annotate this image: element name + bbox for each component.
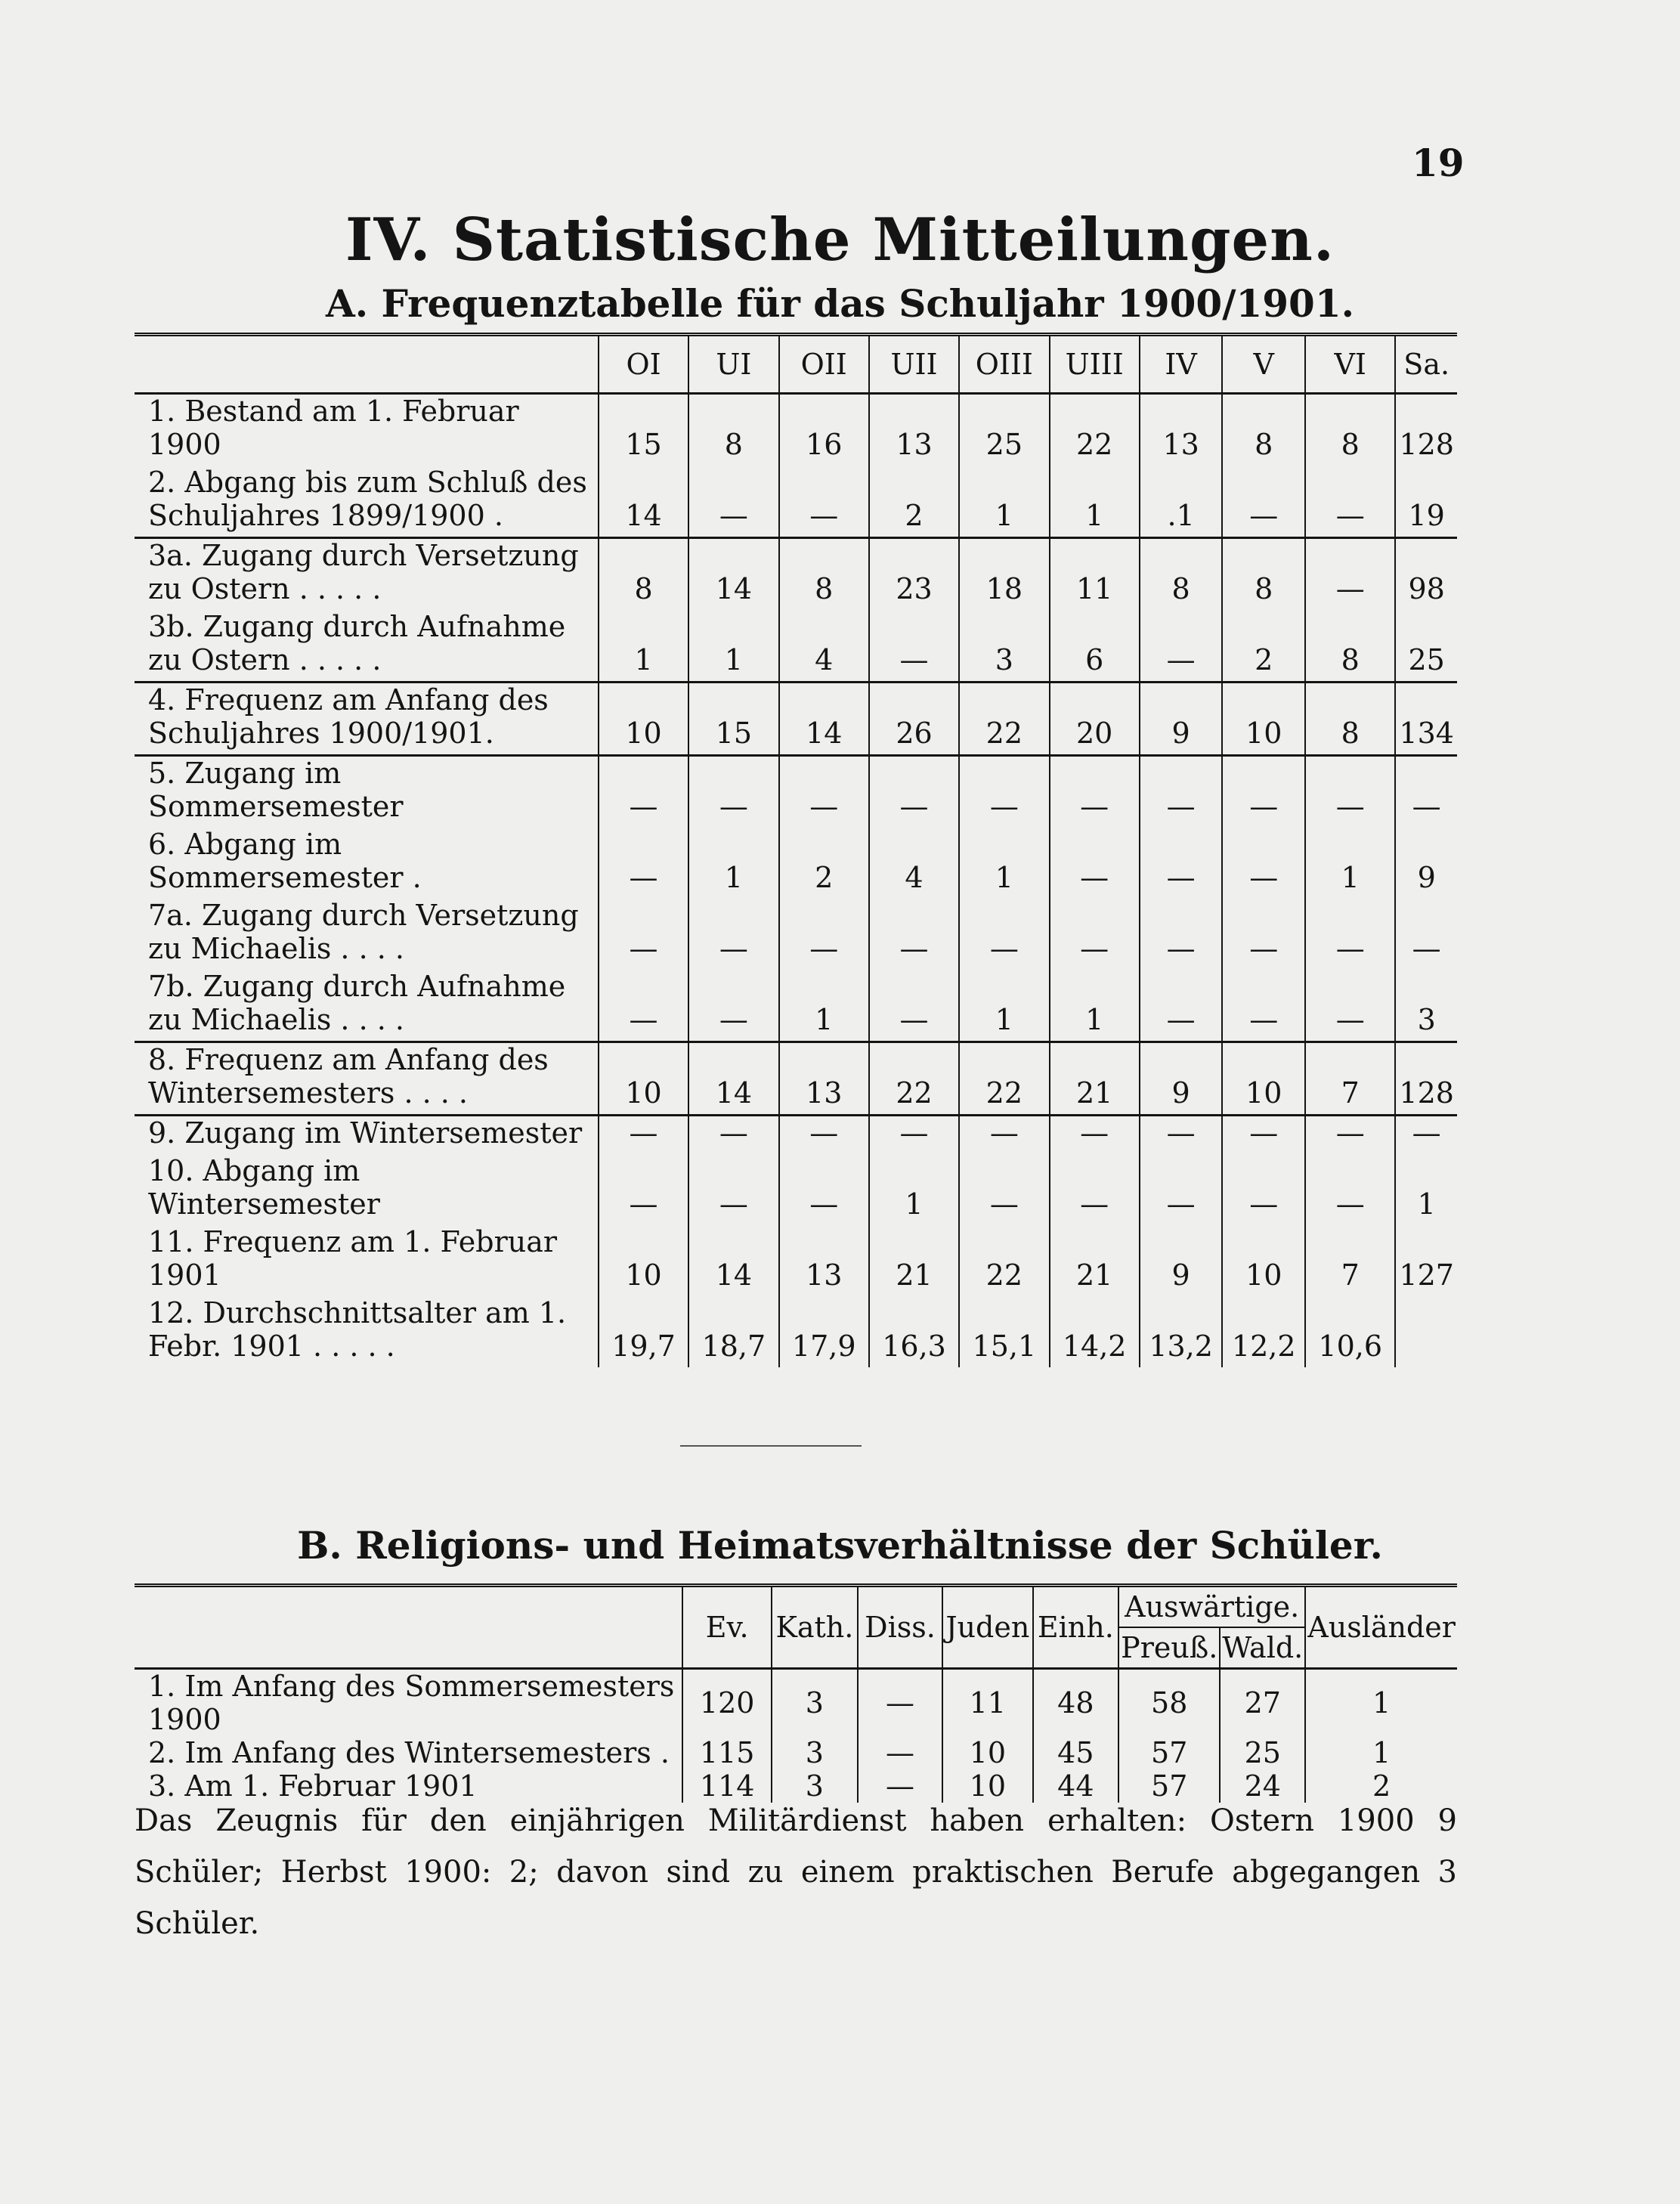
table-cell: 19 (1395, 466, 1457, 538)
table-cell: — (869, 1116, 959, 1155)
table-row (135, 1116, 1457, 1155)
table-cell: 10 (599, 1042, 688, 1116)
table-cell: 7 (1305, 1225, 1395, 1296)
table-cell: — (599, 970, 688, 1042)
table-cell: 13,2 (1140, 1296, 1223, 1367)
table-cell: 14 (688, 1225, 778, 1296)
table-cell: 3 (772, 1736, 858, 1769)
table-cell: 1 (1305, 828, 1395, 899)
table-cell: 16,3 (869, 1296, 959, 1367)
row-label: 3. Am 1. Februar 1901 (148, 1769, 478, 1803)
table-cell: 45 (1033, 1736, 1119, 1769)
table-cell: 2 (1305, 1769, 1457, 1803)
table-cell: 10 (1222, 683, 1305, 756)
table-cell: — (599, 1154, 688, 1225)
table-cell: — (599, 828, 688, 899)
row-label: 3b. Zugang durch Aufnahme zu Ostern . . . . . (135, 610, 599, 683)
row-label: 2. Im Anfang des Wintersemesters . (148, 1736, 670, 1769)
table-cell: — (1050, 756, 1140, 828)
table-cell: 9 (1395, 828, 1457, 899)
table-cell: 98 (1395, 538, 1457, 611)
table-cell: — (1222, 1154, 1305, 1225)
religion-header-row (135, 1586, 1457, 1628)
table-cell: — (688, 899, 778, 970)
table-cell: — (959, 899, 1049, 970)
table-cell: 22 (959, 1225, 1049, 1296)
row-label: 6. Abgang im Sommersemester . (148, 828, 422, 894)
table-cell: — (779, 756, 869, 828)
table-cell: — (858, 1736, 942, 1769)
table-cell: 15 (688, 683, 778, 756)
column-header: Diss. (858, 1586, 942, 1669)
table-cell: 134 (1395, 683, 1457, 756)
table-cell: 44 (1033, 1769, 1119, 1803)
column-header: OII (779, 335, 869, 394)
column-header: Wald. (1220, 1627, 1305, 1669)
table-cell: — (869, 756, 959, 828)
table-cell: — (1050, 1154, 1140, 1225)
table-cell: 10 (942, 1769, 1032, 1803)
table-cell: .1 (1140, 466, 1223, 538)
table-cell: 14 (599, 466, 688, 538)
column-header: IV (1140, 335, 1223, 394)
column-header: Ev. (682, 1586, 771, 1669)
table-cell: 1 (959, 970, 1049, 1042)
table-cell: — (599, 756, 688, 828)
separator-rule (680, 1445, 862, 1447)
page-title: IV. Statistische Mitteilungen. (345, 206, 1335, 274)
row-label: 8. Frequenz am Anfang des Wintersemesters . . . . (135, 1042, 599, 1116)
table-cell: 1 (869, 1154, 959, 1225)
table-cell: 15,1 (959, 1296, 1049, 1367)
table-cell: 8 (1305, 610, 1395, 683)
row-label: 7b. Zugang durch Aufnahme zu Michaelis . . . . (135, 970, 599, 1042)
table-cell: — (959, 756, 1049, 828)
table-cell: 8 (1140, 538, 1223, 611)
table-cell: — (688, 1116, 778, 1155)
table-cell: 2 (869, 466, 959, 538)
auslaender-header: Ausländer (1305, 1586, 1457, 1669)
table-cell: 14 (779, 683, 869, 756)
table-cell: — (1305, 1116, 1395, 1155)
table-row (135, 466, 1457, 538)
row-label: 10. Abgang im Wintersemester (148, 1154, 380, 1221)
table-cell: 1 (1050, 466, 1140, 538)
table-cell: 6 (1050, 610, 1140, 683)
frequency-header-row (135, 335, 1457, 394)
table-cell: 24 (1220, 1769, 1305, 1803)
table-row (135, 538, 1457, 611)
row-label: 7a. Zugang durch Versetzung zu Michaelis . . . . (148, 899, 579, 965)
column-header: UII (869, 335, 959, 394)
table-cell: 11 (942, 1669, 1032, 1737)
religion-table (135, 1583, 1457, 1803)
table-cell: 22 (959, 683, 1049, 756)
row-label: 1. Im Anfang des Sommersemesters 1900 (148, 1670, 675, 1736)
table-cell: 10 (1222, 1042, 1305, 1116)
table-cell: 18 (959, 538, 1049, 611)
table-cell: 22 (959, 1042, 1049, 1116)
table-cell: 128 (1395, 1042, 1457, 1116)
table-cell: 2 (779, 828, 869, 899)
table-row (135, 1669, 1457, 1737)
section-a-title: A. Frequenztabelle für das Schuljahr 1900/1901. (325, 281, 1355, 326)
table-cell: 4 (779, 610, 869, 683)
table-cell: 8 (1305, 394, 1395, 466)
table-row (135, 683, 1457, 756)
table-cell: 23 (869, 538, 959, 611)
table-cell: — (779, 899, 869, 970)
table-cell: 2 (1222, 610, 1305, 683)
table-cell: — (1050, 899, 1140, 970)
table-cell: 1 (1050, 970, 1140, 1042)
table-cell: — (688, 756, 778, 828)
table-cell: 13 (1140, 394, 1223, 466)
table-cell: 13 (869, 394, 959, 466)
table-cell: 13 (779, 1042, 869, 1116)
table-cell: 13 (779, 1225, 869, 1296)
table-row (135, 1042, 1457, 1116)
table-cell: 27 (1220, 1669, 1305, 1737)
table-cell: — (1305, 756, 1395, 828)
table-cell: 9 (1140, 1225, 1223, 1296)
table-cell: 25 (1220, 1736, 1305, 1769)
table-cell: 1 (688, 610, 778, 683)
table-cell: — (688, 466, 778, 538)
table-cell: 1 (599, 610, 688, 683)
table-cell: — (959, 1154, 1049, 1225)
table-cell: 1 (1305, 1669, 1457, 1737)
table-cell: — (1222, 756, 1305, 828)
table-cell: 1 (779, 970, 869, 1042)
table-cell: — (1140, 1154, 1223, 1225)
table-cell: 14 (688, 538, 778, 611)
table-cell: 15 (599, 394, 688, 466)
table-cell: — (1140, 1116, 1223, 1155)
column-header: Einh. (1033, 1586, 1119, 1669)
table-cell: — (1050, 1116, 1140, 1155)
row-label: 12. Durchschnittsalter am 1. Febr. 1901 . . . . . (148, 1296, 567, 1363)
table-cell: 16 (779, 394, 869, 466)
table-cell: — (779, 466, 869, 538)
table-cell: — (599, 1116, 688, 1155)
table-cell: — (1222, 970, 1305, 1042)
column-header: Kath. (772, 1586, 858, 1669)
table-cell: — (858, 1769, 942, 1803)
section-b-title: B. Religions- und Heimatsverhältnisse der Schüler. (297, 1523, 1383, 1568)
table-cell: — (1305, 970, 1395, 1042)
table-cell: — (1140, 610, 1223, 683)
table-cell: 57 (1118, 1769, 1220, 1803)
row-label: 4. Frequenz am Anfang des Schuljahres 1900/1901. (135, 683, 599, 756)
table-cell: — (1395, 1116, 1457, 1155)
table-cell: 3 (772, 1669, 858, 1737)
page-number: 19 (1412, 141, 1465, 185)
table-cell: — (858, 1669, 942, 1737)
header-blank (135, 1586, 682, 1669)
column-header: OIII (959, 335, 1049, 394)
row-label: 5. Zugang im Sommersemester (148, 757, 404, 823)
table-row (135, 1154, 1457, 1225)
table-cell: — (688, 1154, 778, 1225)
column-header: VI (1305, 335, 1395, 394)
table-cell: 21 (869, 1225, 959, 1296)
table-cell: 8 (1222, 394, 1305, 466)
table-cell: 9 (1140, 1042, 1223, 1116)
table-cell: — (1305, 899, 1395, 970)
table-cell: 10 (1222, 1225, 1305, 1296)
table-cell: 25 (1395, 610, 1457, 683)
table-row (135, 1736, 1457, 1769)
table-cell: 19,7 (599, 1296, 688, 1367)
column-header: Sa. (1395, 335, 1457, 394)
exam-note: Das Zeugnis für den einjährigen Militärdienst haben erhalten: Ostern 1900 9 Schüler; Herbst 1900: 2; davon sind zu einem praktischen Berufe abgegangen 3 Schüler. (135, 1803, 1457, 1941)
table-row (135, 970, 1457, 1042)
table-row (135, 1296, 1457, 1367)
table-cell: — (1222, 1116, 1305, 1155)
table-cell: 21 (1050, 1225, 1140, 1296)
table-cell: — (1305, 466, 1395, 538)
table-cell: 25 (959, 394, 1049, 466)
column-header: Juden (942, 1586, 1032, 1669)
table-cell: 1 (1395, 1154, 1457, 1225)
row-label: 11. Frequenz am 1. Februar 1901 (148, 1225, 558, 1292)
table-cell: 3 (772, 1769, 858, 1803)
table-cell: 8 (1305, 683, 1395, 756)
table-cell: 18,7 (688, 1296, 778, 1367)
table-cell: — (779, 1154, 869, 1225)
table-cell: 1 (1305, 1736, 1457, 1769)
header-blank (135, 335, 599, 394)
table-cell: — (1305, 538, 1395, 611)
table-cell: 21 (1050, 1042, 1140, 1116)
table-cell: 17,9 (779, 1296, 869, 1367)
row-label: 3a. Zugang durch Versetzung zu Ostern . . . . . (148, 539, 579, 605)
table-cell: — (779, 1116, 869, 1155)
table-cell: 22 (1050, 394, 1140, 466)
table-cell: — (688, 970, 778, 1042)
table-cell: — (1140, 756, 1223, 828)
table-cell: 3 (1395, 970, 1457, 1042)
table-row (135, 1225, 1457, 1296)
table-cell: — (869, 970, 959, 1042)
table-cell: — (1222, 899, 1305, 970)
table-cell: — (1140, 899, 1223, 970)
column-header: UIII (1050, 335, 1140, 394)
table-cell: 10,6 (1305, 1296, 1395, 1367)
frequency-table (135, 333, 1457, 1367)
row-label: 2. Abgang bis zum Schluß des Schuljahres 1899/1900 . (135, 466, 599, 538)
column-header: UI (688, 335, 778, 394)
table-cell: 120 (682, 1669, 771, 1737)
table-cell: 14 (688, 1042, 778, 1116)
table-cell: 1 (959, 828, 1049, 899)
table-cell: 115 (682, 1736, 771, 1769)
table-cell: 22 (869, 1042, 959, 1116)
table-cell: 8 (688, 394, 778, 466)
table-cell: — (1140, 828, 1223, 899)
row-label: 1. Bestand am 1. Februar 1900 (148, 395, 519, 461)
column-header: OI (599, 335, 688, 394)
table-cell: — (1222, 466, 1305, 538)
table-cell: — (1140, 970, 1223, 1042)
table-cell: 10 (599, 683, 688, 756)
table-cell: — (1395, 756, 1457, 828)
table-cell: 1 (688, 828, 778, 899)
auswaertige-header: Auswärtige. (1118, 1586, 1305, 1628)
table-cell: — (1222, 828, 1305, 899)
table-cell: 20 (1050, 683, 1140, 756)
table-cell: 114 (682, 1769, 771, 1803)
table-cell: 8 (779, 538, 869, 611)
table-cell: 8 (1222, 538, 1305, 611)
table-cell: — (1050, 828, 1140, 899)
table-row (135, 756, 1457, 828)
table-cell: 9 (1140, 683, 1223, 756)
table-cell: 14,2 (1050, 1296, 1140, 1367)
row-label: 9. Zugang im Wintersemester (148, 1116, 583, 1150)
table-cell: — (959, 1116, 1049, 1155)
table-cell: — (869, 899, 959, 970)
table-cell: 11 (1050, 538, 1140, 611)
table-cell: — (869, 610, 959, 683)
table-cell: 12,2 (1222, 1296, 1305, 1367)
table-cell: 26 (869, 683, 959, 756)
table-cell: 10 (599, 1225, 688, 1296)
table-cell: 8 (599, 538, 688, 611)
table-cell: — (599, 899, 688, 970)
table-cell (1395, 1296, 1457, 1367)
table-cell: — (1395, 899, 1457, 970)
column-header: V (1222, 335, 1305, 394)
table-row (135, 828, 1457, 899)
table-cell: 7 (1305, 1042, 1395, 1116)
table-row (135, 394, 1457, 466)
table-cell: 58 (1118, 1669, 1220, 1737)
table-cell: 127 (1395, 1225, 1457, 1296)
table-row (135, 899, 1457, 970)
table-cell: 10 (942, 1736, 1032, 1769)
table-cell: 3 (959, 610, 1049, 683)
table-cell: 128 (1395, 394, 1457, 466)
table-cell: 48 (1033, 1669, 1119, 1737)
table-cell: 4 (869, 828, 959, 899)
table-cell: 1 (959, 466, 1049, 538)
column-header: Preuß. (1118, 1627, 1220, 1669)
table-cell: — (1305, 1154, 1395, 1225)
table-row (135, 610, 1457, 683)
table-cell: 57 (1118, 1736, 1220, 1769)
